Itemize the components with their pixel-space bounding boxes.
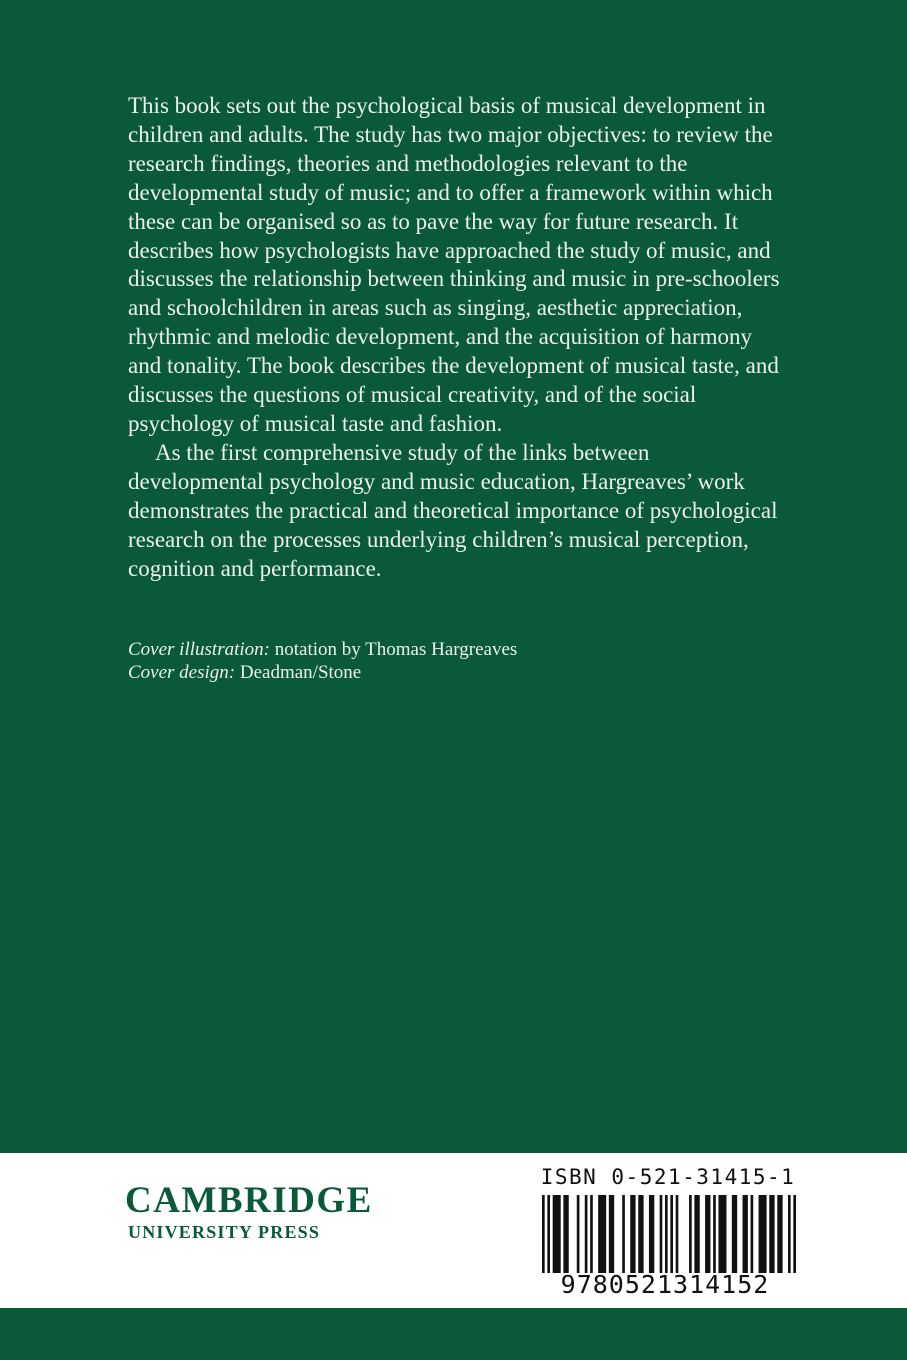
barcode-bar-23: [732, 1195, 737, 1273]
barcode-bar-9: [609, 1195, 614, 1273]
barcode-bar-16: [670, 1195, 673, 1273]
publisher-logo: [125, 1181, 373, 1243]
description-paragraph-2: As the first comprehensive study of the links between developmental psychology and music education, Hargreaves’ work demonstrates the practical and theoretical importance of psychological research on the processes underlying children’s musical perception, cognition and performance.: [128, 439, 778, 581]
barcode-bar-18: [689, 1195, 692, 1273]
barcode-bar-22: [718, 1195, 726, 1273]
barcode-bar-25: [751, 1195, 754, 1273]
barcode-number: 9780521314152: [560, 1270, 770, 1299]
cover-credits: [128, 638, 517, 684]
design-credit-label: Cover design:: [128, 662, 236, 683]
barcode-bar-20: [705, 1195, 710, 1273]
barcode-bar-19: [694, 1195, 699, 1273]
barcode-bar-21: [713, 1195, 716, 1273]
barcode-bar-13: [649, 1195, 654, 1273]
description-paragraph-1: This book sets out the psychological basis of musical development in children and adults. The study has two major objectives: to review the research findings, theories and methodologies relevant to the developmental study of music; and to offer a framework within which these can be organised so as to pave the way for future research. It describes how psychologists have approached the study of music, and discusses the relationship between thinking and music in pre-schoolers and schoolchildren in areas such as singing, aesthetic appreciation, rhythmic and melodic development, and the acquisition of harmony and tonality. The book describes the development of musical taste, and discusses the questions of musical creativity, and of the social psychology of musical taste and fashion.: [128, 93, 780, 436]
illustration-credit-label: Cover illustration:: [128, 639, 270, 660]
isbn-label: ISBN 0-521-31415-1: [540, 1165, 796, 1189]
barcode-bar-1: [542, 1195, 545, 1273]
barcode-bar-12: [638, 1195, 643, 1273]
barcode-bar-4: [563, 1195, 568, 1273]
barcode-bar-30: [793, 1195, 796, 1273]
description: [128, 92, 788, 583]
design-credit-value: Deadman/Stone: [239, 662, 362, 683]
publisher-panel: [0, 1153, 907, 1308]
barcode-bar-28: [777, 1195, 782, 1273]
illustration-credit-value: notation by Thomas Hargreaves: [274, 639, 518, 660]
publisher-subtitle: UNIVERSITY PRESS: [128, 1222, 321, 1242]
barcode-bar-29: [788, 1195, 791, 1273]
barcode-bar-10: [622, 1195, 625, 1273]
design-credit: [128, 661, 517, 684]
barcode-bar-14: [660, 1195, 663, 1273]
illustration-credit: [128, 638, 517, 661]
barcode-bar-15: [665, 1195, 668, 1273]
barcode-bar-11: [630, 1195, 635, 1273]
barcode-bar-5: [577, 1195, 580, 1273]
barcode-bar-3: [553, 1195, 561, 1273]
barcode-bar-6: [585, 1195, 588, 1273]
bottom-strip: [0, 1308, 907, 1360]
barcode-bar-24: [743, 1195, 748, 1273]
barcode-graphic: [542, 1195, 796, 1273]
barcode-bar-26: [759, 1195, 767, 1273]
barcode-bar-17: [676, 1195, 679, 1273]
barcode-bar-7: [590, 1195, 593, 1273]
barcode-bar-2: [547, 1195, 550, 1273]
publisher-name: CAMBRIDGE: [125, 1180, 373, 1221]
barcode-bar-27: [769, 1195, 774, 1273]
barcode-bar-8: [598, 1195, 606, 1273]
